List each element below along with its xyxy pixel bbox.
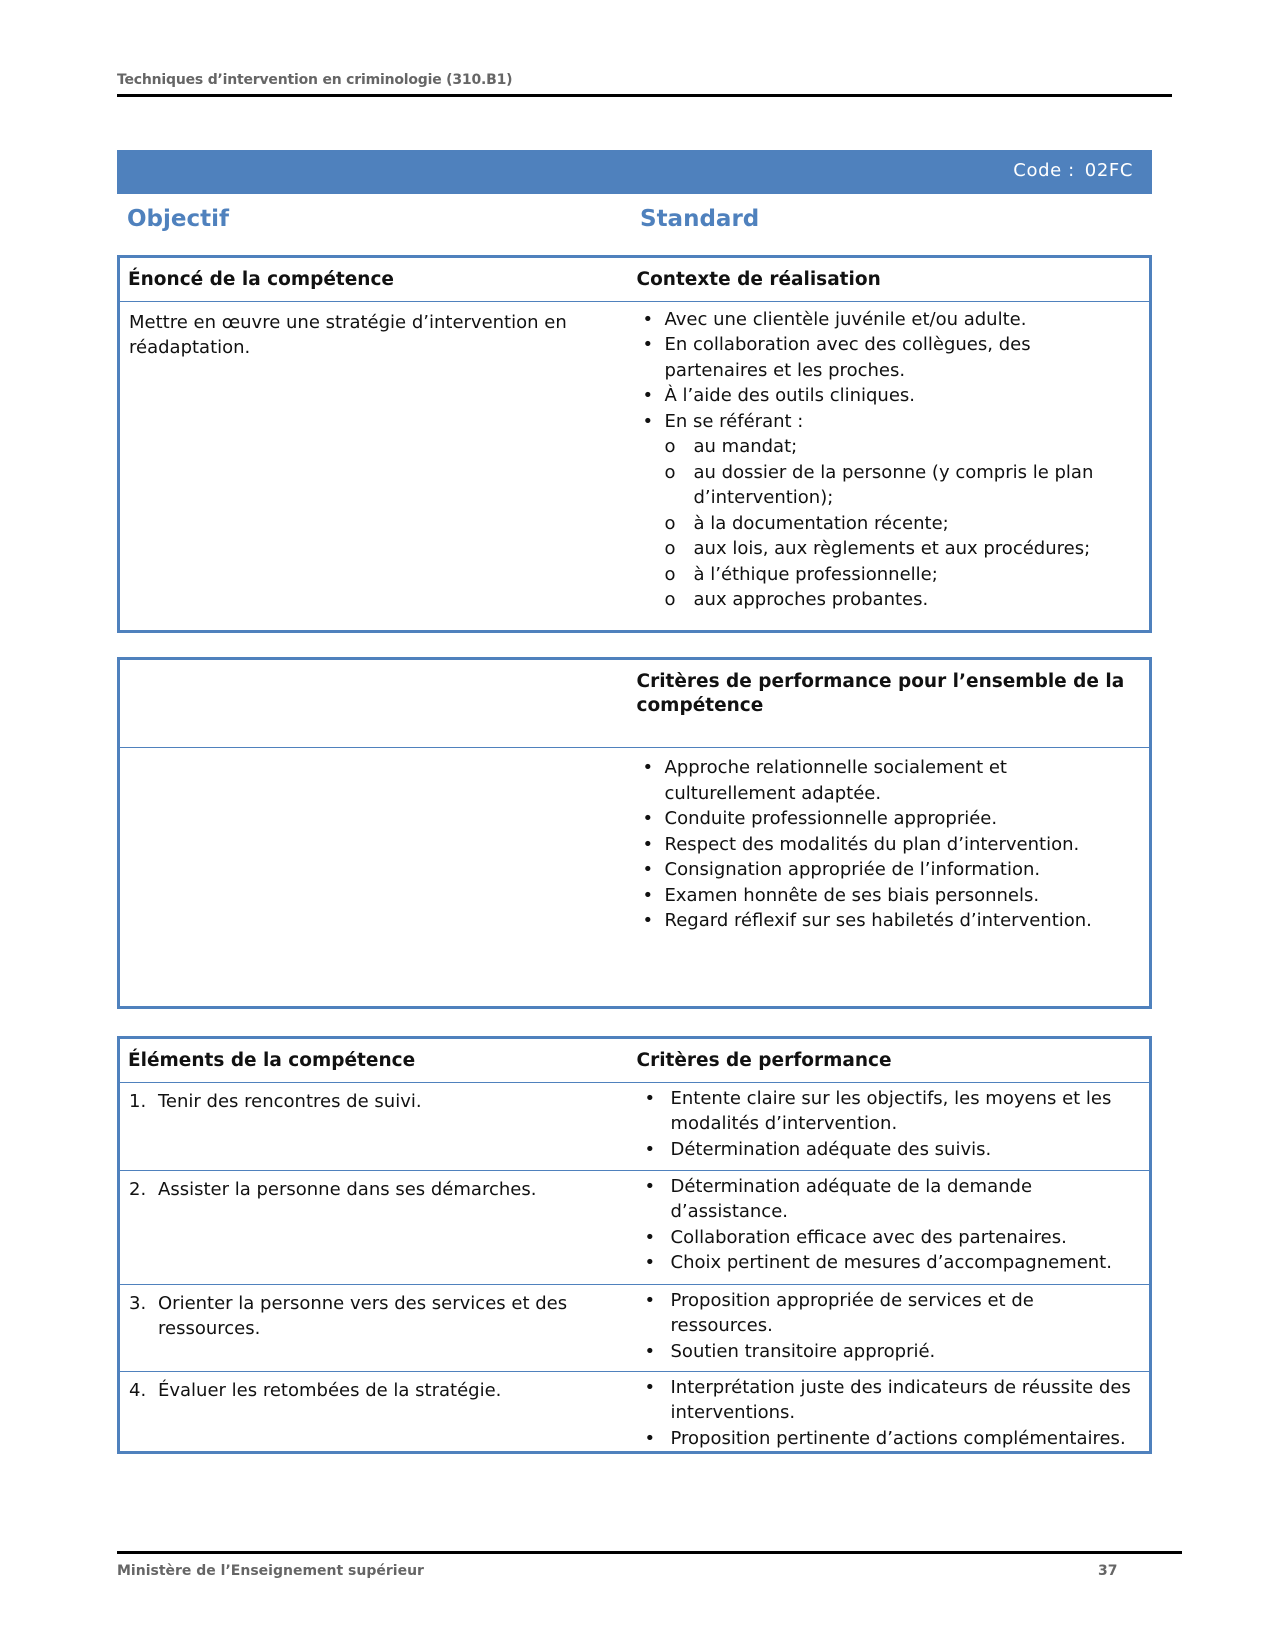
- list-item: • Regard réflexif sur ses habiletés d’intervention.: [641, 908, 1140, 934]
- table-row: [119, 1082, 1151, 1170]
- element-item: [129, 1291, 629, 1342]
- list-item: • Consignation appropriée de l’information.: [641, 857, 1140, 883]
- sub-list-item: o aux approches probantes.: [641, 587, 1140, 613]
- sub-list-item: o au mandat;: [641, 434, 1140, 460]
- section-title-objectif: Objectif: [127, 206, 230, 232]
- list-item: • Détermination adéquate de la demande d’assistance.: [641, 1174, 1140, 1225]
- list-item: • Approche relationnelle socialement et culturellement adaptée.: [641, 755, 1140, 806]
- table-row: [119, 1371, 1151, 1453]
- contexte-header: Contexte de réalisation: [636, 269, 881, 290]
- enonce-contexte-table: [117, 255, 1152, 633]
- list-item: [641, 409, 1140, 613]
- element-number: 4.: [129, 1379, 147, 1401]
- list-item: • Soutien transitoire approprié.: [641, 1339, 1140, 1365]
- criteres-ensemble-list: [641, 755, 1140, 934]
- enonce-text: Mettre en œuvre une stratégie d’intervention en réadaptation.: [119, 301, 629, 632]
- elements-header: Éléments de la compétence: [128, 1050, 416, 1071]
- criteres-header: Critères de performance: [636, 1050, 892, 1071]
- enonce-header: Énoncé de la compétence: [128, 269, 394, 290]
- element-number: 1.: [129, 1090, 147, 1112]
- list-item: • Avec une clientèle juvénile et/ou adulte.: [641, 307, 1140, 333]
- sub-list-item: o au dossier de la personne (y compris le plan d’intervention);: [641, 460, 1140, 511]
- element-text: Tenir des rencontres de suivi.: [158, 1090, 422, 1112]
- competency-code: [1013, 160, 1133, 181]
- list-item: • Choix pertinent de mesures d’accompagnement.: [641, 1250, 1140, 1276]
- criteres-list: [641, 1174, 1140, 1276]
- list-item: • Proposition appropriée de services et de ressources.: [641, 1288, 1140, 1339]
- footer-ministry: Ministère de l’Enseignement supérieur: [117, 1563, 424, 1579]
- criteres-ensemble-table: [117, 657, 1152, 1009]
- element-number: 3.: [129, 1292, 147, 1314]
- sub-list-item: o à la documentation récente;: [641, 511, 1140, 537]
- list-item: • En collaboration avec des collègues, des partenaires et les proches.: [641, 332, 1140, 383]
- elements-criteres-table: [117, 1036, 1152, 1454]
- page-footer: [117, 1551, 1182, 1579]
- list-item: • Collaboration efficace avec des partenaires.: [641, 1225, 1140, 1251]
- header-rule: [117, 94, 1172, 97]
- code-value: 02FC: [1084, 160, 1133, 181]
- criteres-list: [641, 1288, 1140, 1365]
- page-number: 37: [1098, 1563, 1118, 1579]
- empty-cell: [119, 748, 629, 1008]
- list-item: • Détermination adéquate des suivis.: [641, 1137, 1140, 1163]
- list-item: • Entente claire sur les objectifs, les moyens et les modalités d’intervention.: [641, 1086, 1140, 1137]
- footer-rule: [117, 1551, 1182, 1554]
- table-row: [119, 1284, 1151, 1371]
- element-item: [129, 1378, 629, 1404]
- document-title: Techniques d’intervention en criminologie (310.B1): [117, 72, 513, 88]
- list-item-label: En se référant :: [664, 410, 804, 432]
- list-item: • Conduite professionnelle appropriée.: [641, 806, 1140, 832]
- criteres-list: [641, 1375, 1140, 1452]
- empty-header-cell: [119, 659, 629, 748]
- criteres-ensemble-header: Critères de performance pour l’ensemble de la compétence: [636, 671, 1125, 716]
- references-list: [641, 434, 1140, 613]
- section-title-standard: Standard: [640, 206, 760, 232]
- contexte-cell: [629, 301, 1151, 632]
- element-text: Évaluer les retombées de la stratégie.: [158, 1379, 502, 1401]
- code-bar: [117, 150, 1152, 194]
- element-item: [129, 1089, 629, 1115]
- criteres-ensemble-cell: [629, 748, 1151, 1008]
- list-item: • Interprétation juste des indicateurs de réussite des interventions.: [641, 1375, 1140, 1426]
- element-text: Orienter la personne vers des services et des ressources.: [158, 1292, 568, 1339]
- code-label: Code :: [1013, 160, 1075, 181]
- list-item: • À l’aide des outils cliniques.: [641, 383, 1140, 409]
- list-item: • Examen honnête de ses biais personnels.: [641, 883, 1140, 909]
- list-item: • Respect des modalités du plan d’intervention.: [641, 832, 1140, 858]
- table-row: [119, 1170, 1151, 1284]
- criteres-list: [641, 1086, 1140, 1163]
- element-item: [129, 1177, 629, 1203]
- sub-list-item: o aux lois, aux règlements et aux procédures;: [641, 536, 1140, 562]
- list-item: • Proposition pertinente d’actions complémentaires.: [641, 1426, 1140, 1452]
- sub-list-item: o à l’éthique professionnelle;: [641, 562, 1140, 588]
- element-text: Assister la personne dans ses démarches.: [158, 1178, 537, 1200]
- contexte-list: [641, 307, 1140, 613]
- element-number: 2.: [129, 1178, 147, 1200]
- page-header: [117, 72, 1172, 88]
